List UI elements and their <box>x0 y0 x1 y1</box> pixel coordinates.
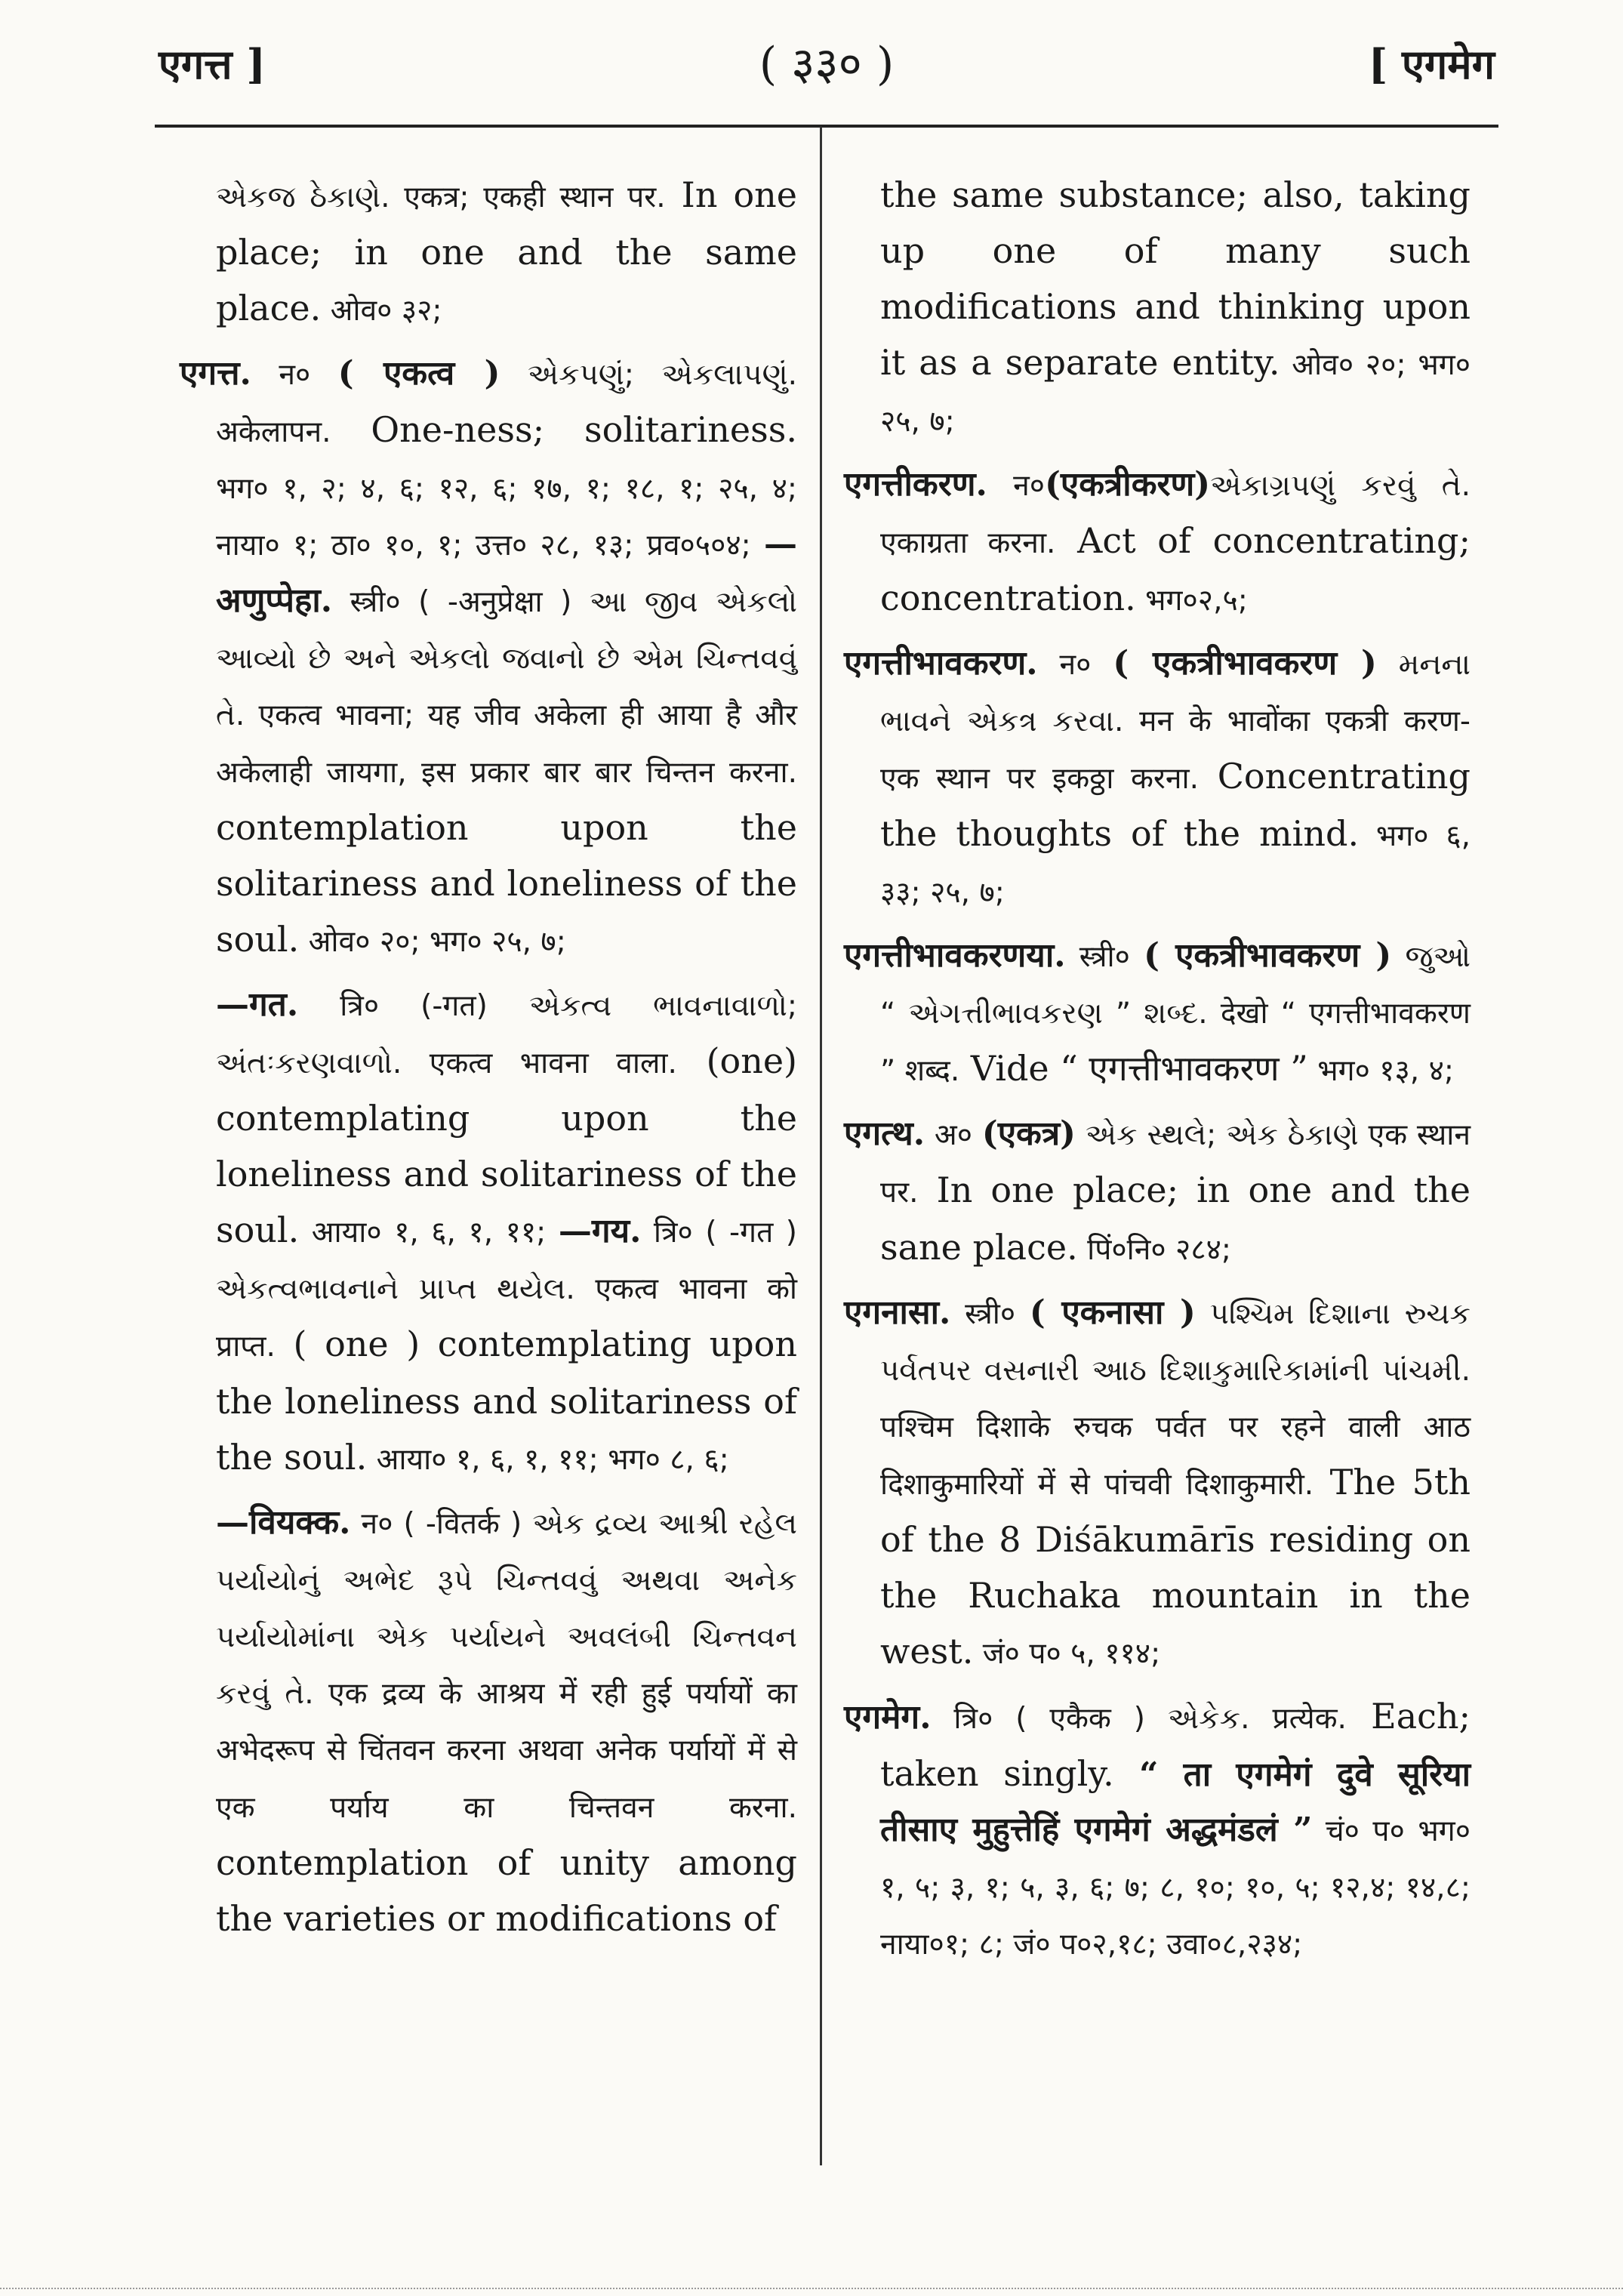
hindi-definition: देखो “ एगत्तीभावकरण ” शब्द. <box>880 997 1471 1088</box>
hindi-definition: पश्चिम दिशाके रुचक पर्वत पर रहने वाली आठ दिशाकुमारियों में से पांचवी दिशाकुमारी. <box>880 1410 1471 1502</box>
dictionary-entry <box>844 1689 1471 1972</box>
english-definition: In one place; in one and the sane place. <box>880 1170 1471 1268</box>
source-reference: भग० १, २; ४, ६; १२, ६; १७, १; १८, १; २५, ४; नाया० १; ठा० १०, १; उत्त० २८, १३; प्रव०५०४; <box>216 472 797 562</box>
gujarati-definition: મનના ભાવને એકત્ર કરવા. <box>880 648 1471 738</box>
dictionary-entry <box>180 168 797 338</box>
headword: एगत्तीकरण. <box>844 465 987 504</box>
gujarati-definition: એકેક. <box>1145 1702 1250 1736</box>
header-rule <box>155 125 1498 128</box>
english-definition: Vide “ एगत्तीभावकरण ” <box>959 1048 1308 1089</box>
gujarati-definition: એકત્વ ભાવનાવાળો; અંતઃકરણવાળો. <box>216 989 797 1080</box>
gujarati-definition: એકપણું; એકલાપણું. <box>500 358 797 392</box>
hindi-definition: एकत्व भावना; यह जीव अकेला ही आया है और अकेलाही जायगा, इस प्रकार बार बार चिन्तन करना. <box>216 698 797 790</box>
dictionary-entry <box>844 636 1471 920</box>
header-first-word: एगत्त ] <box>159 40 266 88</box>
english-definition: One-ness; solitariness. <box>331 409 797 450</box>
english-definition: Act of concentrating; concentration. <box>880 520 1471 618</box>
headword: एगत्तीभावकरणया. <box>844 936 1066 975</box>
sub-headword: —गत. <box>216 985 299 1024</box>
page-bottom-edge <box>0 2288 1623 2289</box>
hindi-definition: एकत्र; एकही स्थान पर. <box>390 180 666 214</box>
source-reference: भग० ६, ३३; २५, ७; <box>880 819 1471 910</box>
sub-headword: —वियक्क. <box>216 1503 351 1542</box>
dictionary-entry <box>180 346 797 969</box>
headword: ( एकत्रीभावकरण ) <box>1113 644 1377 683</box>
english-definition: the same substance; also, taking up one of many such modifications and thinking upon it as a separate entity. <box>880 174 1471 383</box>
source-reference: भग० १३, ४; <box>1307 1054 1455 1088</box>
headword: एगनासा. <box>844 1293 951 1332</box>
header-last-word: [ एगमेग <box>1368 40 1495 88</box>
headword: एगमेग. <box>844 1698 932 1737</box>
grammar-label: न० <box>251 358 338 392</box>
headword: एगत्त. <box>180 354 251 393</box>
dictionary-entry <box>844 168 1471 449</box>
left-column <box>180 168 797 1955</box>
english-definition: contemplation of unity among the varieties or modifications of <box>216 1842 797 1939</box>
grammar-label: अ० <box>925 1118 982 1152</box>
headword: “ ता एगमेगं दुवे सूरिया तीसाए मुहुत्तेहिं एगमेगं अद्धमंडलं ” <box>880 1755 1471 1849</box>
english-definition: (one) contemplating upon the loneliness and solitariness of the soul. <box>216 1040 797 1250</box>
grammar-label: स्त्री० <box>1065 940 1144 974</box>
grammar-label: न० <box>987 469 1046 503</box>
english-definition: Each; taken singly. <box>880 1696 1471 1794</box>
dictionary-entry <box>844 1106 1471 1277</box>
page-header <box>159 30 1495 113</box>
hindi-definition: एकत्व भावना को प्राप्त. <box>216 1272 797 1364</box>
headword: एगत्तीभावकरण. <box>844 644 1038 683</box>
headword: ( एकत्रीभावकरण ) <box>1144 936 1392 975</box>
dictionary-entry <box>180 1495 797 1947</box>
headword: ( एकनासा ) <box>1029 1293 1196 1332</box>
hindi-definition: एकत्व भावना वाला. <box>402 1046 677 1080</box>
grammar-label: न० ( -वितर्क ) <box>350 1507 522 1541</box>
page-number: ( ३३० ) <box>759 38 895 91</box>
right-column <box>844 168 1471 1980</box>
gujarati-definition: જુઓ “ એગત્તીભાવકરણ ” શબ્દ. <box>880 940 1471 1031</box>
source-reference: चं० प० भग० १, ५; ३, १; ५, ३, ६; ७; ८, १०; १०, ५; १२,४; १४,८; नाया०१; ८; जं० प०२,१८; उवा०८,२३४; <box>880 1814 1471 1962</box>
gujarati-definition: પશ્ચિમ દિશાના રુચક પર્વતપર વસનારી આઠ દિશાકુમારિકામાંની પાંચમી. <box>880 1297 1471 1388</box>
headword: ( एकत्व ) <box>337 354 500 393</box>
english-definition: In one place; in one and the same place. <box>216 174 797 328</box>
source-reference: ओव० ३२; <box>321 294 442 328</box>
gujarati-definition: આ જીવ એકલો આવ્યો છે અને એકલો જવાનો છે એમ ચિન્તવવું તે. <box>216 585 797 732</box>
gujarati-definition: એકત્વભાવનાને પ્રાપ્ત થયેલ. <box>216 1272 575 1306</box>
source-reference: भग०२,५; <box>1135 584 1248 618</box>
hindi-definition: एक स्थान पर. <box>880 1118 1471 1210</box>
english-definition: The 5th of the 8 Diśākumārīs residing on the Ruchaka mountain in the west. <box>880 1462 1471 1672</box>
gujarati-definition: એકજ ઠેકાણે. <box>216 180 390 214</box>
source-reference: ओव० २०; भग० २५, ७; <box>880 348 1471 439</box>
dictionary-entry <box>844 1285 1471 1681</box>
hindi-definition: प्रत्येक. <box>1249 1702 1347 1736</box>
dictionary-entry <box>844 928 1471 1099</box>
source-reference: आया० १, ६, १, ११; भग० ८, ६; <box>367 1443 729 1477</box>
source-reference: जं० प० ५, ११४; <box>973 1637 1161 1671</box>
hindi-definition: एकाग्रता करना. <box>880 526 1056 560</box>
grammar-label: त्रि० ( -गत ) <box>641 1216 797 1250</box>
hindi-definition: एक द्रव्य के आश्रय में रही हुई पर्यायों का अभेदरूप से चिंतवन करना अथवा अनेक पर्यायों में से एक पर्याय का चिन्तवन करना. <box>216 1677 797 1825</box>
gujarati-definition: એક સ્થલે; એક ઠેકાણે <box>1075 1118 1359 1152</box>
dictionary-entry <box>844 457 1471 628</box>
grammar-label: न० <box>1037 648 1113 682</box>
english-definition: ( one ) contemplating upon the loneliness and solitariness of the soul. <box>216 1324 797 1478</box>
grammar-label: स्त्री० <box>950 1297 1030 1331</box>
grammar-label: स्त्री० ( -अनुप्रेक्षा ) <box>332 585 572 619</box>
source-reference: आया० १, ६, १, ११; <box>299 1216 559 1250</box>
hindi-definition: अकेलापन. <box>216 415 331 449</box>
sub-headword: —अणुप्पेहा. <box>216 525 797 620</box>
column-divider <box>820 127 822 2165</box>
english-definition: contemplation upon the solitariness and loneliness of the soul. <box>216 807 797 960</box>
grammar-label: त्रि० (-गत) <box>298 989 488 1023</box>
headword: (एकत्रीकरण) <box>1045 465 1211 504</box>
dictionary-entry <box>180 977 797 1487</box>
grammar-label: त्रि० ( एकैक ) <box>931 1702 1146 1736</box>
gujarati-definition: એક દ્રવ્ય આશ્રી રહેલ પર્યાયોનું અભેદ રૂપે ચિન્તવવું અથવા અનેક પર્યાયોમાંના એક પર્યાયને અવલંબી ચિન્તવન કરવું તે. <box>216 1507 797 1711</box>
hindi-definition: मन के भावोंका एकत्री करण- एक स्थान पर इकठ्ठा करना. <box>880 704 1471 796</box>
gujarati-definition: એકાગ્રપણું કરવું તે. <box>1210 469 1471 503</box>
headword: (एकत्र) <box>981 1114 1076 1153</box>
source-reference: ओव० २०; भग० २५, ७; <box>299 925 566 959</box>
sub-headword: —गय. <box>558 1212 642 1250</box>
source-reference: पिं०नि० २८४; <box>1077 1233 1232 1267</box>
headword: एगत्थ. <box>844 1114 925 1153</box>
english-definition: Concentrating the thoughts of the mind. <box>880 756 1471 854</box>
